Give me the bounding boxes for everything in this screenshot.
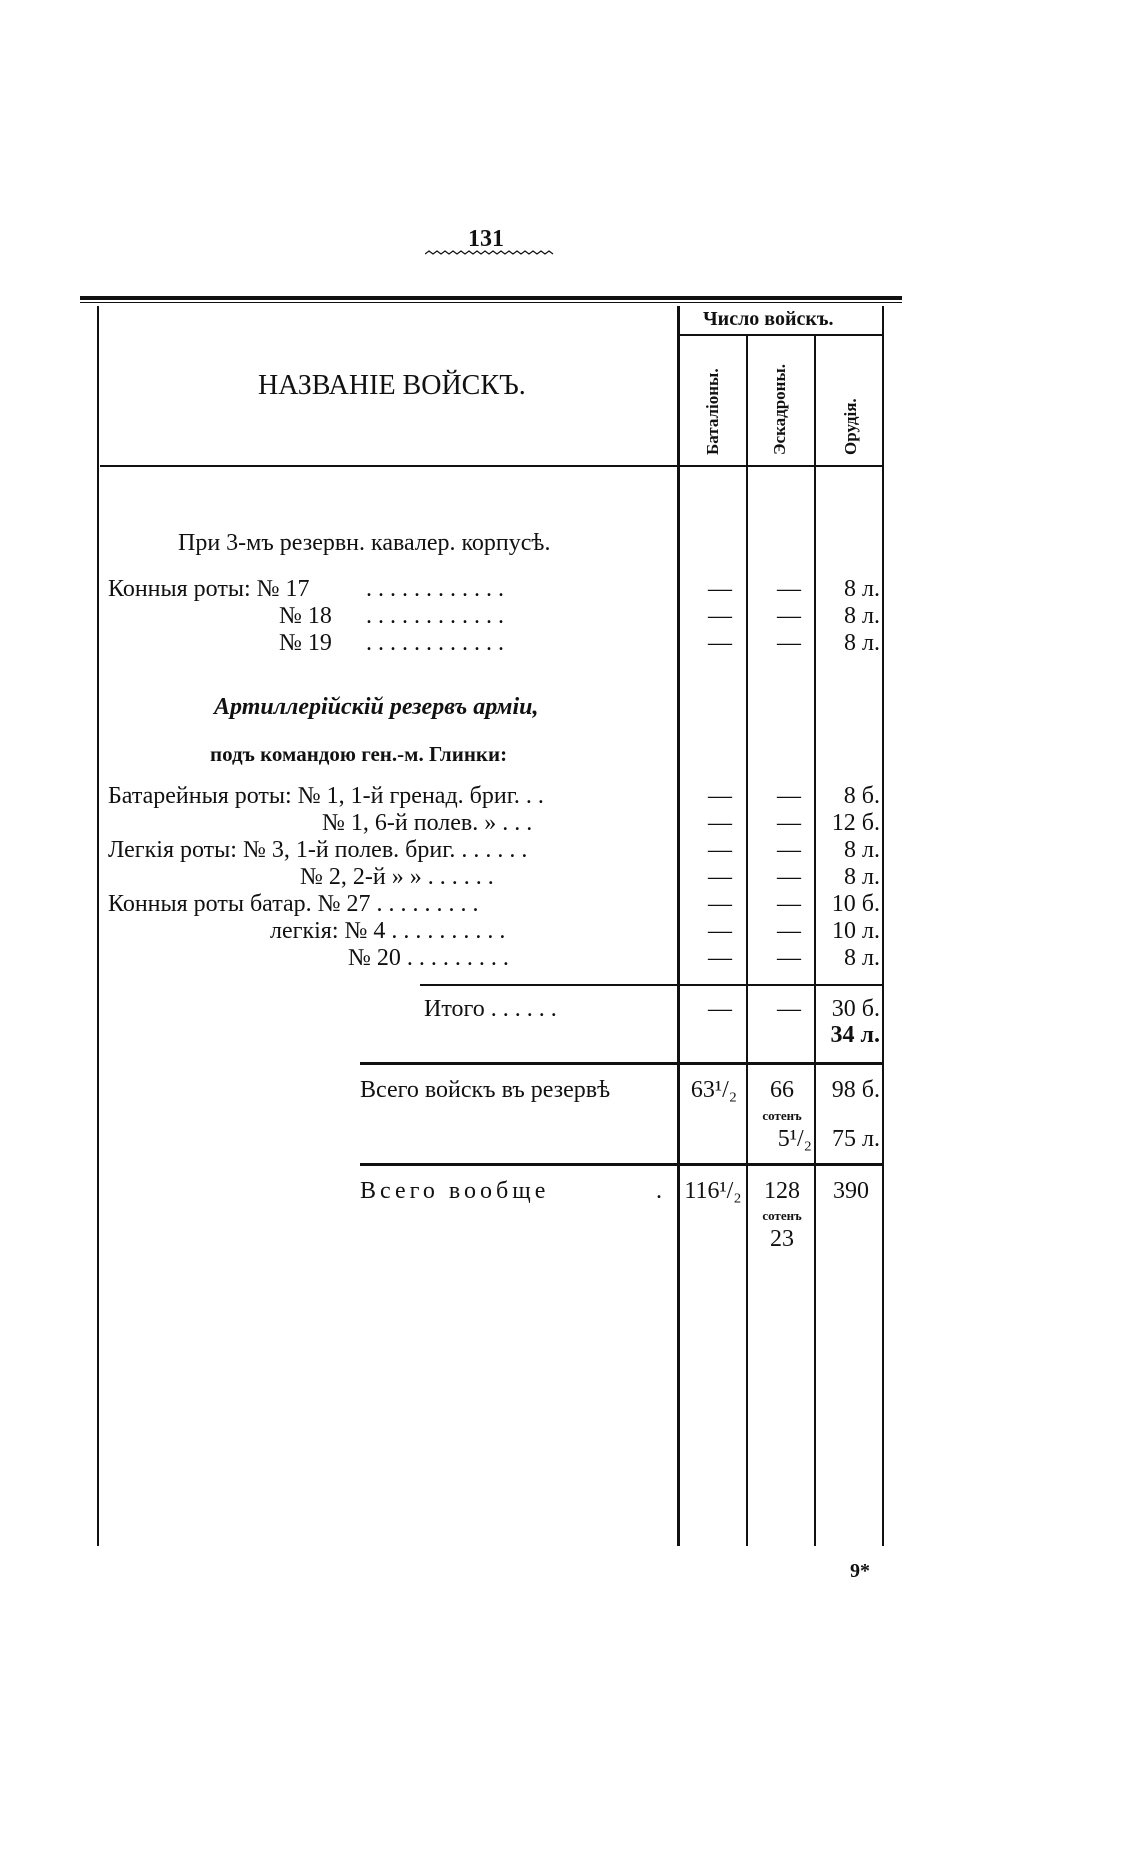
- cell-guns: 8 л.: [844, 576, 880, 602]
- ornament-wave: [425, 248, 555, 258]
- row-label: № 18: [279, 603, 332, 629]
- cell-guns: 8 л.: [844, 603, 880, 629]
- cell-battalions: —: [708, 810, 732, 836]
- cell-squadrons: —: [777, 783, 801, 809]
- col-divider-esk: [814, 336, 816, 1546]
- cell-battalions: —: [708, 783, 732, 809]
- cell-squadrons: —: [777, 918, 801, 944]
- row-dots: . . . . . . . . . . . .: [366, 576, 504, 602]
- cell-squadrons: —: [777, 630, 801, 656]
- col-divider-bat: [746, 336, 748, 1546]
- row-label: Конныя роты батар. № 27 . . . . . . . . .: [108, 891, 479, 917]
- header-bottom-rule: [100, 465, 882, 467]
- cell-battalions: —: [708, 864, 732, 890]
- row-dots: . . . . . . . . . . . .: [366, 603, 504, 629]
- itogo-guns-1: 30 б.: [831, 996, 880, 1022]
- cell-guns: 12 б.: [831, 810, 880, 836]
- reserve-total-rule: [360, 1062, 882, 1065]
- cell-guns: 10 л.: [832, 918, 880, 944]
- cell-squadrons: —: [777, 864, 801, 890]
- group-header-rule: [679, 334, 882, 336]
- cell-battalions: —: [708, 630, 732, 656]
- row-label: № 19: [279, 630, 332, 656]
- page-number: 131: [468, 226, 504, 252]
- itogo-label: Итого . . . . . .: [424, 996, 557, 1022]
- cell-squadrons: —: [777, 837, 801, 863]
- cell-guns: 8 б.: [843, 783, 880, 809]
- section2-title: Артиллерійскій резервъ арміи,: [214, 694, 539, 720]
- table-top-rule-thin: [80, 302, 902, 303]
- grand-total-sotni-value: 23: [770, 1226, 794, 1252]
- cell-squadrons: —: [777, 891, 801, 917]
- cell-battalions: —: [708, 837, 732, 863]
- itogo-rule: [420, 984, 882, 986]
- cell-squadrons: —: [777, 576, 801, 602]
- itogo-battalions: —: [708, 996, 732, 1022]
- row-label: № 2, 2-й » » . . . . . .: [300, 864, 494, 890]
- itogo-guns-2: 34 л.: [830, 1022, 880, 1048]
- row-label: № 20 . . . . . . . . .: [348, 945, 509, 971]
- group-header-label: Число войскъ.: [703, 308, 834, 330]
- reserve-total-guns-2: 75 л.: [832, 1126, 880, 1152]
- col-header-battalions: Баталіоны.: [703, 368, 722, 455]
- grand-total-label: Всего вообще: [360, 1178, 550, 1204]
- cell-battalions: —: [708, 576, 732, 602]
- reserve-total-battalions: 63¹/₂: [690, 1077, 738, 1103]
- cell-squadrons: —: [777, 603, 801, 629]
- col-header-squadrons: Эскадроны.: [770, 364, 789, 455]
- cell-guns: 8 л.: [844, 630, 880, 656]
- table-right-border: [882, 306, 884, 1546]
- row-label: Легкія роты: № 3, 1-й полев. бриг. . . . . . .: [108, 837, 528, 863]
- name-column-header: НАЗВАНІЕ ВОЙСКЪ.: [258, 370, 526, 401]
- grand-total-rule: [360, 1163, 882, 1166]
- cell-guns: 8 л.: [844, 945, 880, 971]
- cell-squadrons: —: [777, 810, 801, 836]
- col-divider-name: [677, 306, 680, 1546]
- cell-guns: 10 б.: [831, 891, 880, 917]
- table-top-rule: [80, 296, 902, 300]
- cell-battalions: —: [708, 945, 732, 971]
- section1-title: При 3-мъ резервн. кавалер. корпусѣ.: [178, 530, 551, 556]
- reserve-total-squadrons: 66: [770, 1077, 794, 1103]
- row-dots: . . . . . . . . . . . .: [366, 630, 504, 656]
- section2-subtitle: подъ командою ген.-м. Глинки:: [210, 742, 508, 766]
- row-label: Батарейныя роты: № 1, 1-й гренад. бриг. . .: [108, 783, 544, 809]
- row-label: легкія: № 4 . . . . . . . . . .: [270, 918, 506, 944]
- cell-battalions: —: [708, 603, 732, 629]
- footer-signature: 9*: [850, 1560, 870, 1582]
- grand-total-sotni-label: сотенъ: [762, 1208, 802, 1223]
- grand-total-dot: .: [656, 1178, 662, 1204]
- reserve-total-label: Всего войскъ въ резервѣ: [360, 1077, 611, 1103]
- reserve-total-guns-1: 98 б.: [831, 1077, 880, 1103]
- grand-total-guns: 390: [833, 1178, 869, 1204]
- col-header-guns: Орудія.: [841, 398, 860, 455]
- row-label: Конныя роты: № 17: [108, 576, 310, 602]
- itogo-squadrons: —: [777, 996, 801, 1022]
- cell-guns: 8 л.: [844, 837, 880, 863]
- cell-battalions: —: [708, 891, 732, 917]
- grand-total-squadrons: 128: [764, 1178, 800, 1204]
- cell-guns: 8 л.: [844, 864, 880, 890]
- reserve-total-sotni-value: 5¹/₂: [777, 1126, 812, 1152]
- cell-squadrons: —: [777, 945, 801, 971]
- cell-battalions: —: [708, 918, 732, 944]
- reserve-total-sotni-label: сотенъ: [762, 1108, 802, 1123]
- row-label: № 1, 6-й полев. » . . .: [322, 810, 533, 836]
- table-left-border: [97, 306, 99, 1546]
- grand-total-battalions: 116¹/₂: [684, 1178, 742, 1204]
